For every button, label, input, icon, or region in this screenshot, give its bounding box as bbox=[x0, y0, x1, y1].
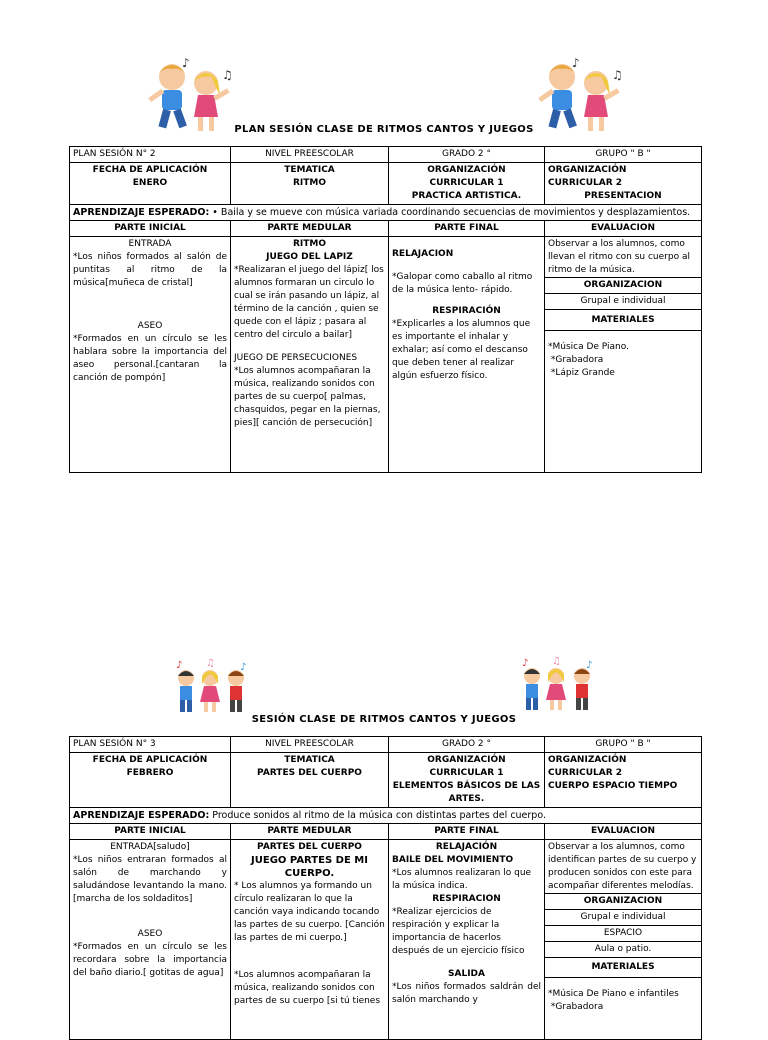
entrada-title-line bbox=[73, 841, 227, 854]
evaluacion-cell bbox=[545, 840, 702, 1040]
medular-subtitle: JUEGO DEL LAPIZ bbox=[266, 252, 353, 262]
svg-text:♪: ♪ bbox=[572, 56, 580, 70]
group-cell: GRUPO " B " bbox=[545, 737, 702, 753]
final-text-2: *Explicarles a los alumnos que es importante el inhalar y exhalar; así como el descanso que deben tener al realizar algún esfuerzo físico. bbox=[392, 319, 531, 381]
inicial-cell bbox=[70, 840, 231, 1040]
col-header-medular: PARTE MEDULAR bbox=[231, 824, 389, 840]
curricular-org-1-value: ELEMENTOS BÁSICOS DE LAS ARTES. bbox=[392, 781, 541, 804]
svg-text:♪: ♪ bbox=[522, 658, 529, 669]
header-row bbox=[70, 147, 702, 163]
medular-title: RITMO bbox=[292, 239, 327, 249]
final-cell bbox=[389, 840, 545, 1040]
col-header-final: PARTE FINAL bbox=[389, 221, 545, 237]
medular-text-2: *Los alumnos acompañaran la música, realizando sonidos con partes de su cuerpo [si tú tienes bbox=[234, 970, 381, 1006]
medular-cell bbox=[231, 840, 389, 1040]
curricular-org-1-label-line2: CURRICULAR 1 bbox=[429, 768, 504, 778]
organizacion-label: ORGANIZACION bbox=[545, 893, 701, 909]
date-cell bbox=[70, 753, 231, 808]
expected-learning-text: • Baila y se mueve con música variada coordinando secuencias de movimientos y desplazamientos. bbox=[209, 207, 691, 218]
relajacion-title: RELAJACION bbox=[392, 249, 454, 259]
final-text-2: *Realizar ejercicios de respiración y explicar la importancia de hacerlos después de un ejercicio físico bbox=[392, 907, 525, 956]
evaluacion-cell bbox=[545, 237, 702, 473]
medular-cell bbox=[231, 237, 389, 473]
curricular-org-2-label-line2: CURRICULAR 2 bbox=[548, 768, 623, 778]
col-header-evaluacion: EVALUACION bbox=[545, 221, 702, 237]
medular-subtitle-2: JUEGO DE PERSECUCIONES bbox=[234, 353, 358, 363]
expected-learning-row bbox=[70, 808, 702, 824]
final-text-3: *Los niños formados saldrán del salón marchando y bbox=[392, 982, 541, 1005]
expected-learning-label: APRENDIZAJE ESPERADO: bbox=[73, 207, 210, 218]
entrada-text: *Los niños entraran formados al salón de marchando y saludándose levantando la mano.[marcha de los soldaditos] bbox=[73, 855, 227, 904]
column-headers-row bbox=[70, 824, 702, 840]
materiales-label: MATERIALES bbox=[545, 309, 701, 331]
col-header-final: PARTE FINAL bbox=[389, 824, 545, 840]
group-cell: GRUPO " B " bbox=[545, 147, 702, 163]
level-cell: NIVEL PREESCOLAR bbox=[231, 737, 389, 753]
date-value: ENERO bbox=[132, 178, 168, 188]
expected-learning-cell bbox=[70, 205, 702, 221]
salida-title: SALIDA bbox=[448, 969, 485, 979]
svg-text:♪: ♪ bbox=[240, 662, 247, 673]
material-item: *Música De Piano e infantiles bbox=[548, 989, 679, 999]
aseo-title: ASEO bbox=[137, 929, 163, 939]
curricular-org-2-label: ORGANIZACIÓN bbox=[548, 755, 627, 765]
medular-text-1: * Los alumnos ya formando un círculo realizaran lo que la canción vaya indicando tocando las partes de su cuerpo. [Canción las partes de mi cuerpo.] bbox=[234, 881, 385, 943]
header-row bbox=[70, 737, 702, 753]
curricular-org-2-label-line2: CURRICULAR 2 bbox=[548, 178, 623, 188]
organizacion-value: Grupal e individual bbox=[545, 293, 701, 309]
col-header-evaluacion: EVALUACION bbox=[545, 824, 702, 840]
organizacion-value: Grupal e individual bbox=[545, 909, 701, 925]
entrada-title: ENTRADA bbox=[110, 842, 154, 852]
curricular-org-1-cell bbox=[389, 163, 545, 205]
content-row bbox=[70, 840, 702, 1040]
entrada-suffix: [saludo] bbox=[153, 842, 190, 852]
material-item: *Música De Piano. bbox=[548, 342, 629, 352]
aseo-text: *Formados en un círculo se les recordara sobre la importancia del baño diario.[ gotitas de agua] bbox=[73, 942, 227, 978]
materiales-label: MATERIALES bbox=[545, 957, 701, 978]
plan-number-cell: PLAN SESIÓN N° 2 bbox=[70, 147, 231, 163]
espacio-label: ESPACIO bbox=[545, 925, 701, 941]
medular-text-1: *Realizaran el juego del lápiz[ los alumnos formaran un circulo lo cual se irán pasando un lápiz, al término de la canción , quien se quede con el lápiz ; pasara al centro del circulo a bailar] bbox=[234, 265, 384, 340]
theme-cell bbox=[231, 163, 389, 205]
theme-label: TEMATICA bbox=[284, 755, 335, 765]
col-header-inicial: PARTE INICIAL bbox=[70, 824, 231, 840]
expected-learning-label: APRENDIZAJE ESPERADO: bbox=[73, 810, 210, 821]
curricular-org-2-cell bbox=[545, 163, 702, 205]
respiracion-title: RESPIRACION bbox=[432, 894, 501, 904]
date-label: FECHA DE APLICACIÓN bbox=[92, 755, 208, 765]
content-row bbox=[70, 237, 702, 473]
aseo-text: *Formados en un círculo se les hablara sobre la importancia del aseo personal.[cantaran la canción de pompón] bbox=[73, 334, 227, 383]
date-label: FECHA DE APLICACIÓN bbox=[92, 165, 208, 175]
svg-text:♪: ♪ bbox=[586, 660, 593, 671]
svg-text:♪: ♪ bbox=[176, 660, 183, 671]
grade-cell: GRADO 2 ° bbox=[389, 147, 545, 163]
curricular-org-2-label: ORGANIZACIÓN bbox=[548, 165, 627, 175]
document-title-1: PLAN SESIÓN CLASE DE RITMOS CANTOS Y JUEGOS bbox=[234, 124, 534, 135]
info-row bbox=[70, 753, 702, 808]
organizacion-label: ORGANIZACION bbox=[545, 277, 701, 293]
date-cell bbox=[70, 163, 231, 205]
column-headers-row bbox=[70, 221, 702, 237]
dancing-kids-clipart-left-2 bbox=[170, 658, 254, 716]
final-text-1: *Los alumnos realizaran lo que la música indica. bbox=[392, 868, 532, 891]
baile-title: BAILE DEL MOVIMIENTO bbox=[392, 855, 514, 865]
svg-text:♫: ♫ bbox=[222, 68, 233, 82]
respiracion-title: RESPIRACIÓN bbox=[432, 306, 501, 316]
material-item: *Grabadora bbox=[548, 1002, 604, 1012]
curricular-org-1-cell bbox=[389, 753, 545, 808]
entrada-text: *Los niños formados al salón de puntitas al ritmo de la música[muñeca de cristal] bbox=[73, 252, 227, 288]
expected-learning-text: Produce sonidos al ritmo de la música con distintas partes del cuerpo. bbox=[209, 810, 547, 821]
expected-learning-row bbox=[70, 205, 702, 221]
curricular-org-2-value: PRESENTACION bbox=[584, 191, 662, 201]
curricular-org-1-label: ORGANIZACIÓN bbox=[427, 755, 506, 765]
level-cell: NIVEL PREESCOLAR bbox=[231, 147, 389, 163]
evaluacion-text: Observar a los alumnos, como llevan el ritmo con su cuerpo al ritmo de la música. bbox=[548, 239, 690, 275]
inicial-cell bbox=[70, 237, 231, 473]
theme-value: RITMO bbox=[292, 178, 327, 188]
document-title-2: SESIÓN CLASE DE RITMOS CANTOS Y JUEGOS bbox=[251, 714, 517, 725]
final-cell bbox=[389, 237, 545, 473]
svg-text:♫: ♫ bbox=[552, 656, 561, 667]
curricular-org-2-cell bbox=[545, 753, 702, 808]
evaluacion-text: Observar a los alumnos, como identifican partes de su cuerpo y producen sonidos con este para acompañar diferentes melodías. bbox=[548, 842, 697, 891]
svg-text:♫: ♫ bbox=[612, 68, 623, 82]
curricular-org-1-label: ORGANIZACIÓN bbox=[427, 165, 506, 175]
medular-title: PARTES DEL CUERPO bbox=[257, 842, 362, 852]
curricular-org-1-label-line2: CURRICULAR 1 bbox=[429, 178, 504, 188]
curricular-org-2-value: CUERPO ESPACIO TIEMPO bbox=[548, 781, 678, 791]
espacio-value: Aula o patio. bbox=[545, 941, 701, 957]
expected-learning-cell bbox=[70, 808, 702, 824]
theme-label: TEMATICA bbox=[284, 165, 335, 175]
relajacion-title: RELAJACIÓN bbox=[435, 842, 498, 852]
svg-text:♫: ♫ bbox=[206, 658, 215, 669]
theme-cell bbox=[231, 753, 389, 808]
curricular-org-1-value: PRACTICA ARTISTICA. bbox=[411, 191, 522, 201]
col-header-inicial: PARTE INICIAL bbox=[70, 221, 231, 237]
material-item: *Lápiz Grande bbox=[548, 368, 615, 378]
aseo-title: ASEO bbox=[137, 321, 163, 331]
lesson-plan-table-1 bbox=[69, 146, 702, 473]
info-row bbox=[70, 163, 702, 205]
col-header-medular: PARTE MEDULAR bbox=[231, 221, 389, 237]
grade-cell: GRADO 2 ° bbox=[389, 737, 545, 753]
date-value: FEBRERO bbox=[126, 768, 174, 778]
entrada-title: ENTRADA bbox=[128, 239, 172, 249]
plan-number-cell: PLAN SESIÓN N° 3 bbox=[70, 737, 231, 753]
medular-text-2: *Los alumnos acompañaran la música, realizando sonidos con partes de su cuerpo[ palmas, chasquidos, pegar en la piernas, pies][ canción de persecución] bbox=[234, 366, 381, 428]
medular-subtitle: JUEGO PARTES DE MI CUERPO. bbox=[251, 855, 368, 879]
svg-text:♪: ♪ bbox=[182, 56, 190, 70]
theme-value: PARTES DEL CUERPO bbox=[257, 768, 362, 778]
dancing-kids-clipart-right-2 bbox=[516, 656, 600, 714]
material-item: *Grabadora bbox=[548, 355, 604, 365]
final-text-1: *Galopar como caballo al ritmo de la música lento- rápido. bbox=[392, 272, 533, 295]
lesson-plan-table-2 bbox=[69, 736, 702, 1040]
